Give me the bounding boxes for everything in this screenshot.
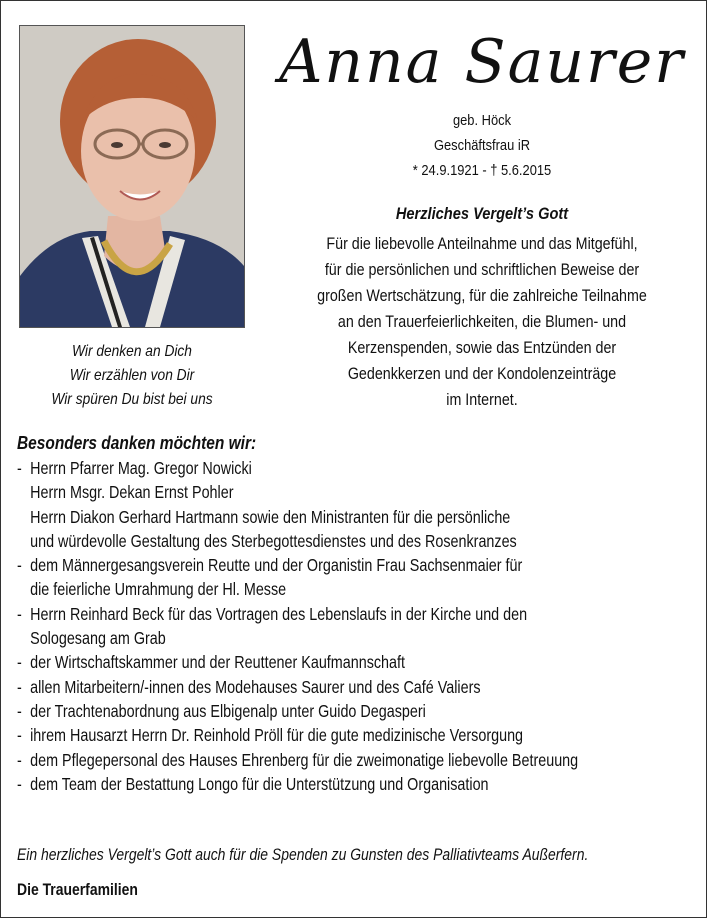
occupation: Geschäftsfrau iR [433, 137, 531, 154]
thanks-heading: Herzliches Vergelt’s Gott [395, 204, 569, 223]
list-item [17, 553, 689, 602]
list-item-line: Herrn Diakon Gerhard Hartmann sowie den Ministranten für die persönliche [30, 506, 511, 527]
deceased-name: Anna Saurer [279, 27, 685, 97]
list-item-line: dem Team der Bestattung Longo für die Unterstützung und Organisation [30, 773, 489, 794]
life-dates: * 24.9.1921 - † 5.6.2015 [412, 162, 552, 179]
list-item-line: Herrn Pfarrer Mag. Gregor Nowicki [30, 458, 252, 478]
memorial-poem [27, 340, 237, 412]
list-item-line: dem Männergesangsverein Reutte und der Organistin Frau Sachsenmaier für [30, 555, 523, 576]
list-item [17, 748, 689, 772]
thanks-line: großen Wertschätzung, für die zahlreiche Teilnahme [317, 286, 647, 305]
list-item-line: dem Pflegepersonal des Hauses Ehrenberg für die zweimonatige liebevolle Betreuung [30, 749, 579, 770]
portrait-photo [19, 25, 245, 328]
dash-bullet: - [17, 555, 22, 576]
thanks-line: Für die liebevolle Anteilnahme und das Mitgefühl, [326, 234, 638, 253]
list-item-line: der Trachtenabordnung aus Elbigenalp unter Guido Degasperi [30, 700, 426, 721]
poem-line: Wir erzählen von Dir [69, 367, 195, 384]
special-thanks-heading: Besonders danken möchten wir: [17, 433, 257, 453]
thanks-line: Gedenkkerzen und der Kondolenzeinträge [347, 364, 617, 383]
list-item [17, 772, 689, 796]
special-thanks-list [17, 456, 689, 796]
thanks-line: an den Trauerfeierlichkeiten, die Blumen- und [337, 312, 627, 331]
thanks-line: für die persönlichen und schriftlichen Beweise der [324, 260, 640, 279]
deceased-details [262, 108, 702, 183]
thanks-text [262, 231, 702, 413]
thanks-line: im Internet. [446, 390, 518, 409]
list-item-line: die feierliche Umrahmung der Hl. Messe [30, 579, 287, 600]
list-item [17, 723, 689, 747]
list-item-line: Sologesang am Grab [30, 628, 166, 649]
dash-bullet: - [17, 458, 22, 478]
dash-bullet: - [17, 773, 22, 794]
list-item-line: ihrem Hausarzt Herrn Dr. Reinhold Pröll für die gute medizinische Versorgung [30, 725, 524, 746]
dash-bullet: - [17, 749, 22, 770]
dash-bullet: - [17, 603, 22, 624]
dash-bullet: - [17, 652, 22, 673]
donation-note: Ein herzliches Vergelt’s Gott auch für die Spenden zu Gunsten des Palliativteams Außerfern. [17, 845, 589, 864]
list-item [17, 675, 689, 699]
list-item [17, 602, 689, 651]
list-item [17, 699, 689, 723]
birth-name: geb. Höck [452, 112, 512, 129]
poem-line: Wir denken an Dich [72, 343, 192, 360]
dash-bullet: - [17, 676, 22, 697]
list-item [17, 456, 689, 553]
poem-line: Wir spüren Du bist bei uns [51, 391, 213, 408]
list-item-line: allen Mitarbeitern/-innen des Modehauses Saurer und des Café Valiers [30, 676, 481, 697]
dash-bullet: - [17, 725, 22, 746]
list-item-line: der Wirtschaftskammer und der Reuttener Kaufmannschaft [30, 652, 405, 673]
thanks-line: Kerzenspenden, sowie das Entzünden der [347, 338, 617, 357]
list-item-line: und würdevolle Gestaltung des Sterbegottesdienstes und des Rosenkranzes [30, 530, 517, 551]
list-item [17, 650, 689, 674]
signature: Die Trauerfamilien [17, 880, 138, 899]
list-item-line: Herrn Msgr. Dekan Ernst Pohler [30, 482, 234, 503]
list-item-line: Herrn Reinhard Beck für das Vortragen des Lebenslaufs in der Kirche und den [30, 603, 528, 624]
dash-bullet: - [17, 700, 22, 721]
